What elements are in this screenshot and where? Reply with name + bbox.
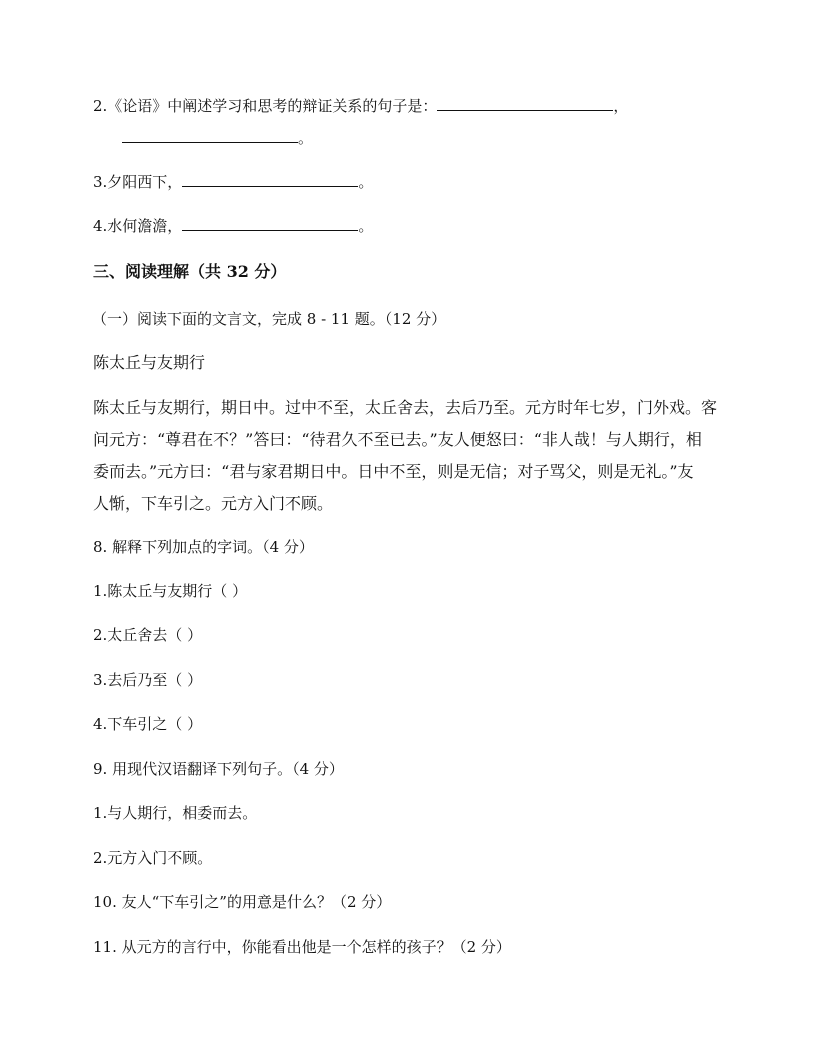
q8-item: 1.陈太丘与友期行（ ）: [93, 582, 248, 600]
q8-item: 4.下车引之（ ）: [93, 715, 203, 733]
q3-prompt: 3.夕阳西下，: [93, 173, 183, 191]
passage-line: 人惭，下车引之。元方入门不顾。: [93, 494, 334, 513]
question-10: 10. 友人“下车引之”的用意是什么？（2 分）: [93, 893, 392, 911]
question-9: 9. 用现代汉语翻译下列句子。（4 分）: [93, 760, 344, 778]
fill-in-q4: [93, 216, 373, 236]
passage-line: 委而去。”元方曰：“君与家君期日中。日中不至，则是无信；对子骂父，则是无礼。”友: [93, 462, 694, 481]
passage-title: 陈太丘与友期行: [93, 353, 206, 372]
q3-period: 。: [358, 173, 374, 191]
q9-item: 2.元方入门不顾。: [93, 849, 213, 867]
q9-item: 1.与人期行，相委而去。: [93, 804, 258, 822]
question-8: 8. 解释下列加点的字词。（4 分）: [93, 538, 314, 556]
fill-in-q2: [93, 96, 628, 116]
section-heading: 三、阅读理解（共 32 分）: [93, 262, 287, 281]
fill-in-q2-second: [122, 128, 313, 148]
q4-period: 。: [358, 217, 374, 235]
answer-blank[interactable]: [182, 172, 358, 187]
answer-blank[interactable]: [182, 216, 358, 231]
passage-line: 陈太丘与友期行，期日中。过中不至，太丘舍去，去后乃至。元方时年七岁，门外戏。客: [93, 398, 718, 417]
question-11: 11. 从元方的言行中，你能看出他是一个怎样的孩子？（2 分）: [93, 938, 511, 956]
part-instruction: （一）阅读下面的文言文，完成 8 - 11 题。（12 分）: [92, 310, 447, 328]
q2-comma: ，: [613, 97, 629, 115]
passage-line: 问元方：“尊君在不？”答曰：“待君久不至已去。”友人便怒曰：“非人哉！与人期行，相: [93, 430, 702, 449]
q8-item: 2.太丘舍去（ ）: [93, 626, 203, 644]
q2-prompt: 2.《论语》中阐述学习和思考的辩证关系的句子是：: [93, 97, 438, 115]
q4-prompt: 4.水何澹澹，: [93, 217, 183, 235]
answer-blank[interactable]: [437, 96, 613, 111]
q8-item: 3.去后乃至（ ）: [93, 671, 203, 689]
q2-period: 。: [298, 129, 314, 147]
passage-body: [93, 392, 723, 520]
fill-in-q3: [93, 172, 373, 192]
answer-blank[interactable]: [122, 128, 298, 143]
